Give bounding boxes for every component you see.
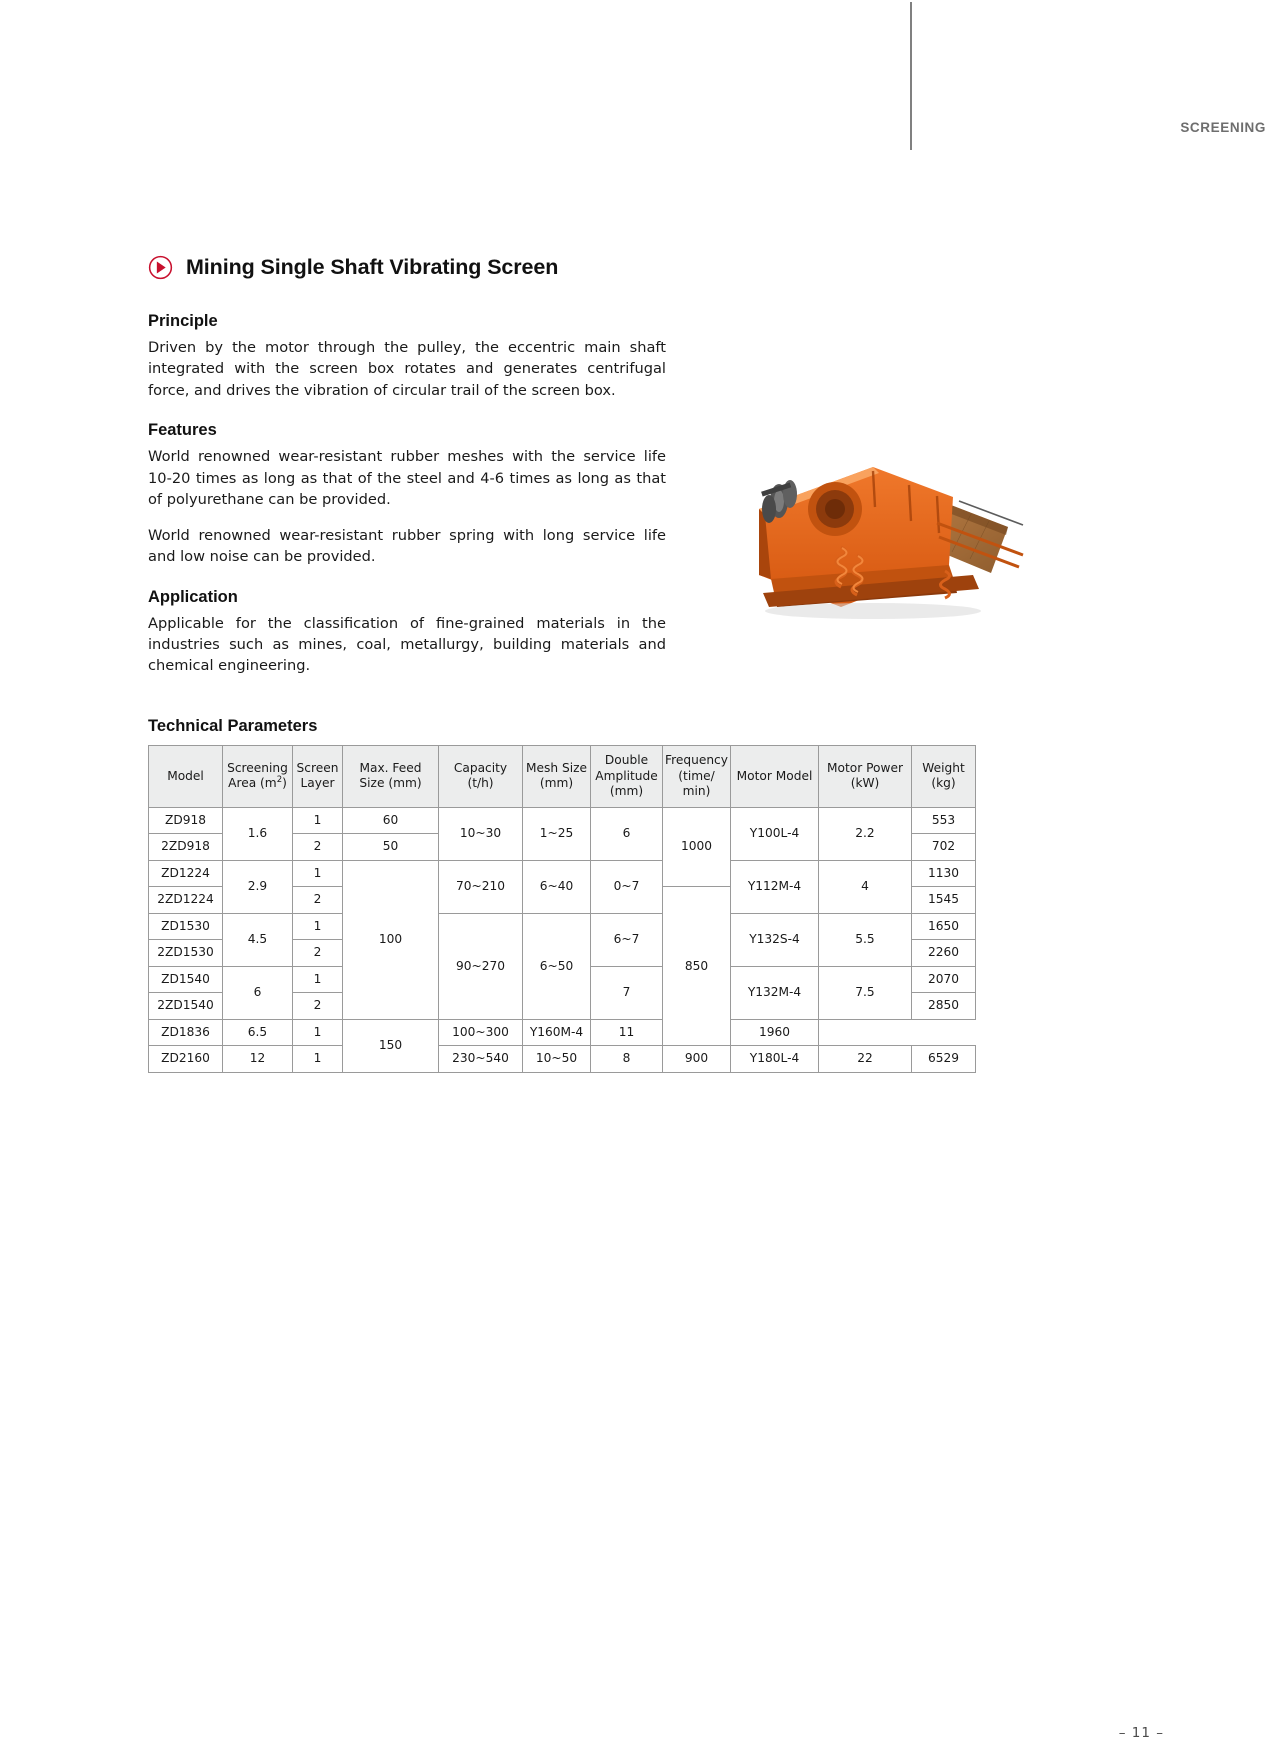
cell-capacity: 10~30 [439,807,523,860]
table-header-row [149,745,976,807]
cell-screen-layer: 1 [293,1019,343,1046]
table-row [149,1019,976,1046]
section-body-features-1: World renowned wear-resistant rubber meshes with the service life 10-20 times as long as that of the steel and 4-6 times as long as that of polyurethane can be provided. [148,448,666,509]
cell-screening-area: 12 [223,1046,293,1073]
cell-motor-model: Y180L-4 [731,1046,819,1073]
cell-motor-model: Y160M-4 [523,1019,591,1046]
cell-max-feed-size: 100 [343,860,439,1019]
cell-model: ZD1540 [149,966,223,993]
cell-mesh-size: 10~50 [523,1046,591,1073]
page-title: Mining Single Shaft Vibrating Screen [186,255,559,279]
cell-weight: 1545 [912,887,976,914]
cell-capacity: 230~540 [439,1046,523,1073]
cell-double-amplitude: 6~7 [591,913,663,966]
section-body-application: Applicable for the classification of fine-grained materials in the industries such as mines, coal, metallurgy, building materials and chemical engineering. [148,614,666,675]
col-header-frequency: Frequency (time/ min) [663,745,731,807]
cell-weight: 2260 [912,940,976,967]
col-header-mesh-size: Mesh Size (mm) [523,745,591,807]
circled-arrow-icon [148,255,173,280]
cell-weight: 1650 [912,913,976,940]
cell-weight: 2850 [912,993,976,1020]
cell-screening-area: 1.6 [223,807,293,860]
cell-model: 2ZD918 [149,834,223,861]
cell-screen-layer: 1 [293,860,343,887]
cell-motor-power: 2.2 [819,807,912,860]
page-number: – 11 – [1118,1725,1164,1741]
page-running-header [910,0,1276,150]
technical-parameters-table [148,745,976,1073]
cell-model: ZD1836 [149,1019,223,1046]
cell-mesh-size: 1~25 [523,807,591,860]
cell-weight: 2070 [912,966,976,993]
col-header-screening-area: Screening Area $(m^2)$ [223,745,293,807]
cell-screen-layer: 2 [293,940,343,967]
cell-model: ZD1224 [149,860,223,887]
cell-weight: 1130 [912,860,976,887]
cell-screen-layer: 1 [293,1046,343,1073]
technical-parameters-heading: Technical Parameters [148,716,318,735]
cell-screen-layer: 1 [293,913,343,940]
cell-weight: 1960 [731,1019,819,1046]
table-row [149,807,976,834]
cell-screen-layer: 2 [293,834,343,861]
cell-frequency: 1000 [663,807,731,887]
cell-frequency: 850 [663,887,731,1046]
text-column [148,312,666,677]
cell-screening-area: 2.9 [223,860,293,913]
section-heading-features: Features [148,421,217,440]
table-row [149,1046,976,1073]
cell-mesh-size: 6~40 [523,860,591,913]
page-content [148,255,1164,1741]
section-body-features-2: World renowned wear-resistant rubber spring with long service life and low noise can be provided. [148,526,666,566]
cell-weight: 702 [912,834,976,861]
section-body-principle: Driven by the motor through the pulley, the eccentric main shaft integrated with the screen box rotates and generates centrifugal force, and drives the vibration of circular trail of the screen box. [148,339,666,399]
col-header-capacity: Capacity (t/h) [439,745,523,807]
cell-motor-model: Y132M-4 [731,966,819,1019]
cell-model: 2ZD1540 [149,993,223,1020]
cell-screen-layer: 2 [293,993,343,1020]
cell-motor-power: 22 [819,1046,912,1073]
cell-model: ZD2160 [149,1046,223,1073]
cell-model: ZD1530 [149,913,223,940]
cell-double-amplitude: 8 [591,1046,663,1073]
cell-screening-area: 4.5 [223,913,293,966]
cell-motor-power: 4 [819,860,912,913]
cell-motor-power: 11 [591,1019,663,1046]
cell-screening-area: 6.5 [223,1019,293,1046]
cell-screening-area: 6 [223,966,293,1019]
col-header-max-feed-size: Max. Feed Size (mm) [343,745,439,807]
cell-motor-power: 5.5 [819,913,912,966]
cell-motor-model: Y132S-4 [731,913,819,966]
table-row [149,913,976,940]
col-header-motor-model: Motor Model [731,745,819,807]
cell-capacity: 100~300 [439,1019,523,1046]
col-header-model: Model [149,745,223,807]
cell-capacity: 90~270 [439,913,523,1019]
cell-model: 2ZD1530 [149,940,223,967]
cell-max-feed-size: 150 [343,1019,439,1072]
section-heading-principle: Principle [148,312,218,330]
vibrating-screen-photo [723,397,1028,647]
cell-motor-power: 7.5 [819,966,912,1019]
cell-capacity: 70~210 [439,860,523,913]
cell-weight: 6529 [912,1046,976,1073]
section-label: SCREENING [1180,120,1266,135]
cell-double-amplitude: 0~7 [591,860,663,913]
title-row [148,255,1028,280]
cell-screen-layer: 1 [293,966,343,993]
cell-max-feed-size: 50 [343,834,439,861]
cell-double-amplitude: 6 [591,807,663,860]
col-header-screen-layer: Screen Layer [293,745,343,807]
cell-model: ZD918 [149,807,223,834]
col-header-motor-power: Motor Power (kW) [819,745,912,807]
cell-screen-layer: 1 [293,807,343,834]
col-header-weight: Weight (kg) [912,745,976,807]
cell-model: 2ZD1224 [149,887,223,914]
intro-columns [148,312,1028,677]
cell-double-amplitude: 7 [591,966,663,1019]
cell-max-feed-size: 60 [343,807,439,834]
table-row [149,860,976,887]
cell-motor-model: Y100L-4 [731,807,819,860]
cell-screen-layer: 2 [293,887,343,914]
cell-frequency: 900 [663,1046,731,1073]
cell-motor-model: Y112M-4 [731,860,819,913]
cell-weight: 553 [912,807,976,834]
col-header-double-amplitude: Double Amplitude (mm) [591,745,663,807]
section-heading-application: Application [148,587,238,606]
cell-mesh-size: 6~50 [523,913,591,1019]
